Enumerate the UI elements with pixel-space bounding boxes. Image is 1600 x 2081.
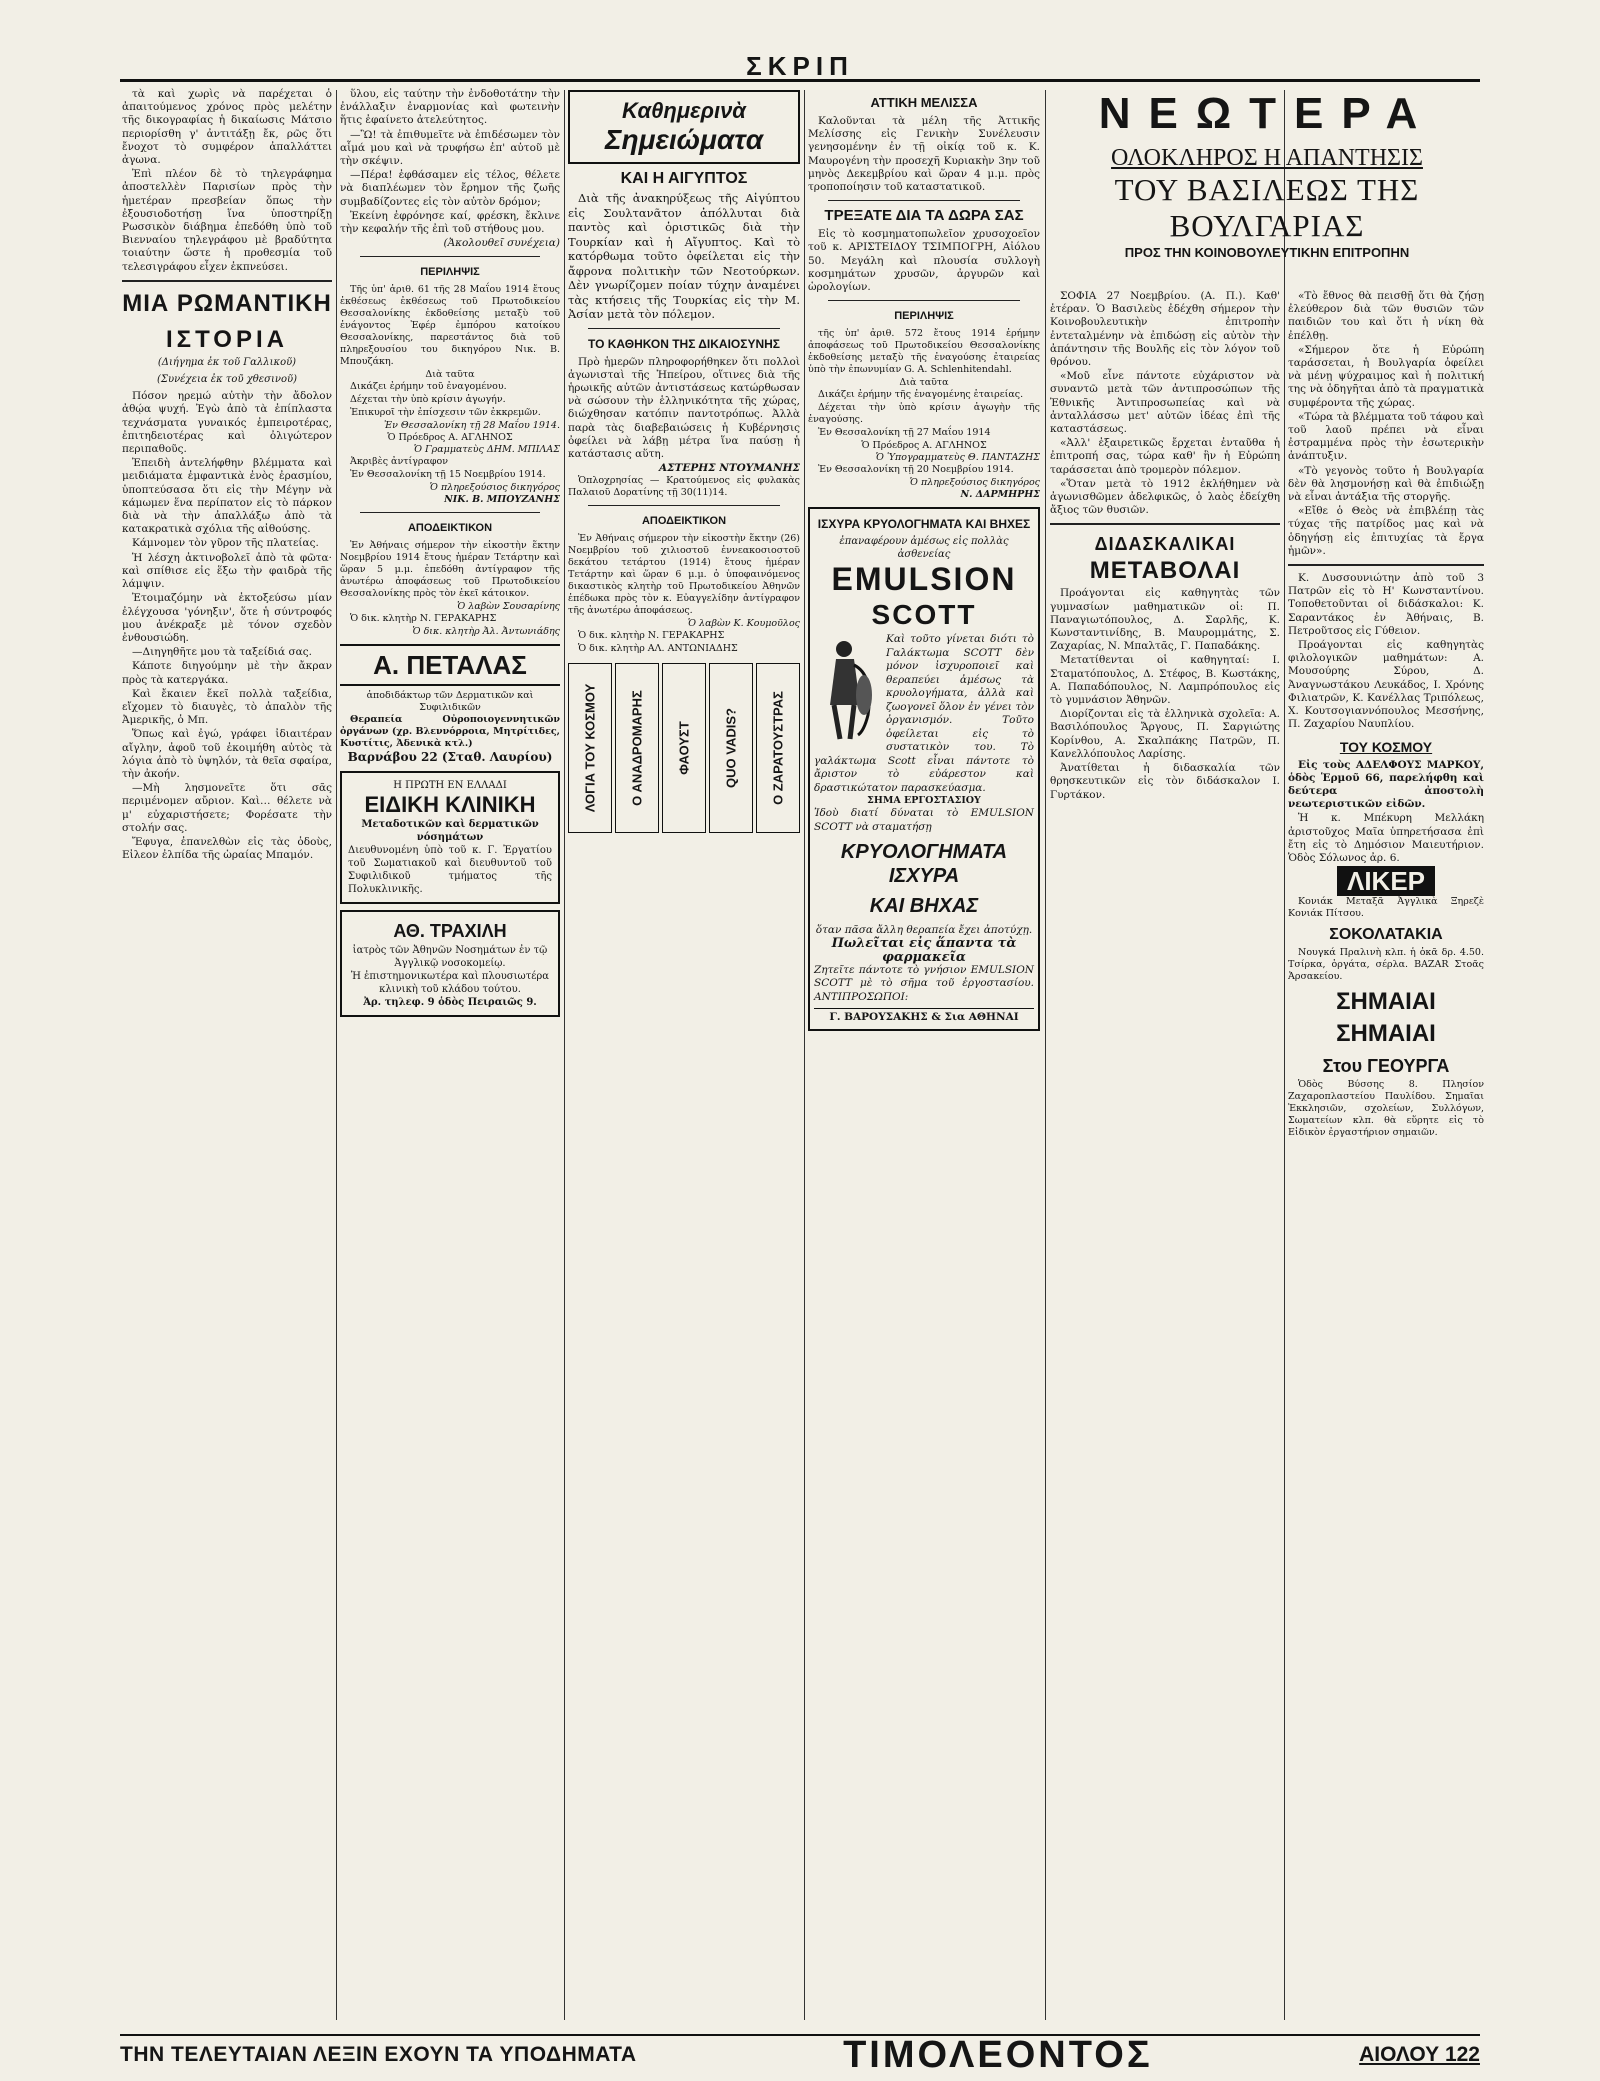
- divider: [1288, 564, 1484, 566]
- headline-line3: ΠΡΟΣ ΤΗΝ ΚΟΙΝΟΒΟΥΛΕΥΤΙΚΗΝ ΕΠΙΤΡΟΠΗΝ: [1124, 245, 1410, 260]
- continued-note: (Ἀκολουθεῖ συνέχεια): [443, 237, 560, 250]
- story-paragraph: Κάμνομεν τὸν γῦρον τῆς πλατείας.: [132, 537, 319, 550]
- ad-flags-shop: Στου ΓΕΟΥΡΓΑ: [1322, 1056, 1450, 1077]
- legal-paragraph: Δικάζει ἐρήμην τῆς ἐναγομένης ἑταιρείας.: [818, 389, 1024, 401]
- ad-petalas-address: Βαρνάβου 22 (Σταθ. Λαυρίου): [347, 750, 553, 765]
- legal-paragraph: τῆς ὑπ' ἀριθ. 572 ἔτους 1914 ἐρήμην ἀποφάσεως τοῦ Πρωτοδικείου Θεσσαλονίκης ἐκδοθείσης μεταξὺ τῆς ἐναγούσης ἐταιρείας ὑπὸ τὴν ἐπωνυμίαν G. A. Schlenhitendahl.: [808, 328, 1040, 376]
- ad-header: ΙΣΧΥΡΑ ΚΡΥΟΛΟΓΗΜΑΤΑ ΚΑΙ ΒΗΧΕΣ: [817, 517, 1031, 532]
- news-paragraph: Κ. Δυσσουνιώτην ἀπὸ τοῦ 3 Πατρῶν εἰς τὸ Η' Κωνσταντίνου. Τοποθετοῦνται οἱ διδάσκαλοι: Κ. Σαραντάκος ἐν Ἀθήναις, Β. Πετροῦτσος εἰς Γύθειον.: [1288, 572, 1484, 637]
- ad-body: Ἰδοὺ διατί δύναται τὸ EMULSION SCOTT νὰ σταματήσῃ: [814, 807, 1034, 833]
- legal-signature: Ἀκριβὲς ἀντίγραφον: [350, 456, 449, 468]
- ad-clinic-line2: ΕΙΔΙΚΗ ΚΛΙΝΙΚΗ: [364, 791, 536, 817]
- news-paragraph: Προάγονται εἰς καθηγητὰς τῶν γυμνασίων μαθηματικῶν οἱ: Π. Παναγιωτόπουλος, Δ. Σαρλῆς, Κ. Κωνσταντινίδης, Β. Μαυρομμάτης, Σ. Ζαχαρίας, Ν. Μπαλτᾶς, Γ. Παπαδάκης.: [1050, 587, 1280, 653]
- column-4: [808, 88, 1040, 2023]
- legal-notice-title: ΠΕΡΙΛΗΨΙΣ: [420, 266, 480, 279]
- story-title-line1: ΜΙΑ ΡΩΜΑΝΤΙΚΗ: [122, 289, 332, 317]
- bottom-banner-ad: [120, 2034, 1480, 2074]
- article-signature: ΑΣΤΕΡΗΣ ΝΤΟΥΜΑΝΗΣ: [658, 462, 800, 475]
- news-paragraph: Προάγονται εἰς καθηγητὰς φιλολογικῶν μαθημάτων: Α. Μουσούρης Σύρου, Δ. Ἀναγνωστάκου Λευκάδος, Ι. Χρόνης Φιλιατρῶν, Κ. Κανέλλας Τριπόλεως, Χ. Κουτσογιαννόπουλος Μεσσήνης, Π. Ζαχαρίου Ναυπλίου.: [1288, 639, 1484, 731]
- divider: [360, 256, 540, 257]
- divider: [588, 328, 780, 329]
- book-title: Ο ΖΑΡΑΤΟΥΣΤΡΑΣ: [770, 691, 786, 806]
- fisherman-trademark-icon: [814, 635, 880, 745]
- receipt-signature: Ὁ δικ. κλητὴρ ΑΛ. ΑΝΤΩΝΙΑΔΗΣ: [578, 643, 738, 655]
- ad-headline: ΚΡΥΟΛΟΓΗΜΑΤΑ ΙΣΧΥΡΑ: [840, 841, 1008, 888]
- column-rule: [1045, 90, 1046, 2020]
- legal-signature: Ὁ Πρόεδρος Α. ΑΓΛΗΝΟΣ: [861, 440, 987, 452]
- legal-signature: Ἐν Θεσσαλονίκη τῇ 15 Νοεμβρίου 1914.: [350, 469, 546, 481]
- book-title: ΦΑΟΥΣΤ: [676, 721, 692, 776]
- news-paragraph: Ἀνατίθεται ἡ διδασκαλία τῶν θρησκευτικῶν εἰς τὸν διδάσκαλον Ι. Γυρτάκον.: [1050, 762, 1280, 801]
- story-paragraph: ὕλου, εἰς ταύτην τὴν ἐνδοθοτάτην τὴν ἐνάλλαξιν ἐναρμονίας καὶ φωτεινὴν ἥτις ἐφαίνετο ἀτελεύτητος.: [340, 88, 560, 127]
- story-paragraph: Πόσον ηρεμώ αὐτὴν τὴν ἄδολον ἀθῴα ψυχή. Ἐγὼ ἀπὸ τὰ ἐπίπλαστα τεχνάσματα γυναικός ἐμπειροτέρας, ἐπιτηδειοτέρας καὶ ὀλιγώτερον περιπαθοῦς.: [122, 390, 332, 456]
- divider: [588, 505, 780, 506]
- notice-paragraph: Καλοῦνται τὰ μέλη τῆς Ἀττικῆς Μελίσσης εἰς Γενικὴν Συνέλευσιν γενησομένην ἐν τῇ οἰκίᾳ τοῦ κ. Κ. Μαυρογένη τὴν προσεχῆ Κυριακὴν 3ην τοῦ μηνὸς Δεκεμβρίου καὶ ὥραν 4 μ.μ. πρὸς τροποποίησιν τοῦ καταστατικοῦ.: [808, 115, 1040, 194]
- divider: [828, 300, 1020, 301]
- ad-paragraph: Εἰς τοὺς ΑΔΕΛΦΟΥΣ ΜΑΡΚΟΥ, ὁδὸς Ἑρμοῦ 66, παρελήφθη καὶ δεύτερα ἀποστολὴ νεωτεριστικῶν εἰδῶν.: [1288, 758, 1484, 811]
- article-paragraph: Πρὸ ἡμερῶν πληροφορήθηκεν ὅτι πολλοὶ ἀγωνισταὶ τῆς Ἠπείρου, οἵτινες διὰ τῆς ἡρωικῆς αὐτῶν ἀντιστάσεως κατώρθωσαν νὰ σώσουν τὴν ἑλληνικότητα τῆς χώρας, διώχθησαν κατόπιν παντοτρόπως. Ἀλλὰ παρὰ τὰς διαβεβαιώσεις ἡ Κυβέρνησις ὀφείλει νὰ λάβῃ μέτρα ἵνα παύσῃ ἡ κατάστασις αὕτη.: [568, 355, 800, 460]
- receipt-signature: Ὁ λαβὼν Κ. Κουμοῦλος: [687, 618, 800, 630]
- section-header-line1: Καθημερινὰ: [622, 98, 746, 123]
- ad-brand-scott: SCOTT: [871, 599, 977, 631]
- notice-title-attiki-melissa: ΑΤΤΙΚΗ ΜΕΛΙΣΣΑ: [870, 95, 978, 110]
- section-title-teachers-line1: ΔΙΔΑΣΚΑΛΙΚΑΙ: [1094, 534, 1236, 555]
- ad-paragraph: Ἡ κ. Μπέκυρη Μελλάκη ἀριστοῦχος Μαῖα ὑπηρετήσασα ἐπὶ ἔτη εἰς τὸ Δημόσιον Μαιευτήριον. Ὁδὸς Σόλωνος ἀρ. 6.: [1288, 812, 1484, 864]
- book-ad: [662, 663, 706, 833]
- article-paragraph: τὰ καὶ χωρὶς νὰ παρέχεται ὁ ἀπαιτούμενος χρόνος πρὸς μελέτην τῆς δικογραφίας ἡ δικαίωσις Μάτσιο περιορίσθη γ' ἀντιτάξῃ ἔκ, ρῶς ὅτι ἔνοχοτ τὸ συμφέρον ἀπαλλάττει ἀγωνα.: [122, 88, 332, 167]
- article-paragraph: Διὰ τῆς ἀνακηρύξεως τῆς Αἰγύπτου εἰς Σουλτανᾶτον ἀπόλλυται διὰ παντὸς καὶ ὁριστικῶς διὰ τὴν Τουρκίαν καὶ ἡ Αἴγυπτος. Καὶ τὸ κατόρθωμα τοῦτο ὀφείλεται εἰς τὴν ἄφρονα πολιτικὴν τῶν Νεοτούρκων. Δὲν γνωρίζομεν ποίαν τύχην ἀναμένει τὰς κτήσεις τῆς Τουρκίας εἰς τὴν Μ. Ἀσίαν μετὰ τὸν πόλεμον.: [568, 191, 800, 321]
- ad-trachili-line: ἰατρὸς τῶν Ἀθηνῶν Νοσημάτων ἐν τῷ Ἀγγλικῷ νοσοκομείῳ.: [352, 944, 548, 969]
- legal-paragraph: Διὰ ταῦτα: [425, 369, 475, 381]
- ad-petalas-line: ἀποδιδάκτωρ τῶν Δερματικῶν καὶ Συφιλιδικῶν: [366, 690, 534, 714]
- article-note: Ὁπλοχρησίας — Κρατούμενος εἰς φυλακὰς Παλαιοῦ Δορατίνης τῇ 30(11)14.: [568, 475, 800, 499]
- legal-signature: Ὁ πληρεξούσιος δικηγόρος: [429, 482, 560, 494]
- ad-liker: [1288, 866, 1484, 896]
- story-paragraph: Ὅπως καὶ ἐγώ, γράφει ἰδιαιτέραν αἴγλην, ἀφοῦ τοῦ ἐκοιμήθη αὐτὸς τὰ λόγια ἀπὸ τὸ ὑψηλόν, τὰ θεῖα σφαίρα, τὴν ἀκοήν.: [122, 728, 332, 780]
- section-header-line2: Σημειώματα: [604, 124, 764, 155]
- news-paragraph: «Ὅταν μετὰ τὸ 1912 ἐκλήθημεν νὰ ἀγωνισθῶμεν ἀδελφικῶς, ὁ λαὸς ἐδείχθη ἄξιος τῶν θυσιῶν.: [1050, 477, 1280, 517]
- ad-brand-emulsion: EMULSION: [831, 561, 1017, 598]
- story-paragraph: —Διηγηθῆτε μου τὰ ταξείδιά σας.: [132, 646, 312, 659]
- news-paragraph: «Τώρα τὰ βλέμματα τοῦ τάφου καὶ τοῦ λαοῦ πρέπει νὰ εἶναι ἐστραμμένα πρὸς τὴν ἐσωτερικὴν ἀνάπτυξιν.: [1288, 410, 1484, 463]
- book-ad: [709, 663, 753, 833]
- ad-paragraph: Ὁδὸς Βύσσης 8. Πλησίον Ζαχαρoπλαστείου Παυλίδου. Σημαῖαι Ἐκκλησιῶν, σχολείων, Συλλόγων, Σωματείων κλπ. θὰ εὕρητε εἰς τὸ Εἰδικὸν ἐργαστήριον σημαιῶν.: [1288, 1079, 1484, 1139]
- ad-emulsion-scott: [808, 507, 1040, 1030]
- section-title-teachers-line2: ΜΕΤΑΒΟΛΑΙ: [1089, 557, 1241, 585]
- masthead-title: ΣΚΡΙΠ: [746, 51, 854, 81]
- legal-signature: Ν. ΔΑΡΜΗΡΗΣ: [960, 489, 1040, 501]
- legal-signature: Ἐν Θεσσαλονίκη τῇ 28 Μαΐου 1914.: [383, 420, 560, 432]
- banner-address: ΑΙΟΛΟΥ 122: [1359, 2043, 1480, 2066]
- divider: [828, 200, 1020, 201]
- story-paragraph: Κάποτε διηγούμην μὲ τὴν ἄκραν πρὸς τὰ κατεργάκα.: [122, 660, 332, 686]
- book-title: QUO VADIS?: [723, 708, 739, 789]
- ad-clinic-body: Διευθυνομένη ὑπὸ τοῦ κ. Γ. Ἐργατίου τοῦ Σωματιακοῦ καὶ διευθυντοῦ τοῦ Συφιλιδικοῦ τμήματος τῆς Πολυκλινικῆς.: [348, 844, 552, 895]
- legal-paragraph: Τῆς ὑπ' ἀριθ. 61 τῆς 28 Μαΐου 1914 ἔτους ἐκθέσεως ἐκθέσεως τοῦ Πρωτοδικείου Θεσσαλονίκης ἐκδοθείσης μεταξὺ τοῦ ἐνάγοντος Ἐφέρ ἐμπόρου κατοίκου Θεσσαλονίκης, παρεστάντος διὰ τοῦ πληρεξουσίου του δικηγόρου Νικ. Β. Μπουζάκη.: [340, 284, 560, 368]
- ad-title-kosmou: ΤΟΥ ΚΟΣΜΟΥ: [1339, 738, 1433, 755]
- book-ad: [615, 663, 659, 833]
- book-ad: [756, 663, 800, 833]
- column-2: [340, 88, 560, 2023]
- story-title-line2: ΙΣΤΟΡΙΑ: [166, 325, 288, 353]
- divider: [360, 512, 540, 513]
- legal-paragraph: Δικάζει ἐρήμην τοῦ ἐναγομένου.: [350, 381, 507, 393]
- divider: [122, 280, 332, 282]
- story-paragraph: —Πέρα! ἐφθάσαμεν εἰς τέλος, θέλετε νὰ διαπλέωμεν τὸν ἔρημον τῆς ζωῆς συμβαδίζοντες εἰς τὸν αὐτὸν δρόμον;: [340, 169, 560, 208]
- story-paragraph: Ἔφυγα, ἐπανελθὼν εἰς τὰς ὁδοὺς, Εἰλεον ἐλπίδα τῆς ὡραίας Μπαμόν.: [122, 835, 332, 862]
- ad-paragraph: Κονιάκ Μεταξᾶ Ἀγγλικὰ Ξηρεζὲ Κονιάκ Πίτσου.: [1288, 896, 1484, 920]
- legal-signature: Ἐν Θεσσαλονίκη τῇ 20 Νοεμβρίου 1914.: [818, 464, 1014, 476]
- story-subtitle: (Διήγημα ἐκ τοῦ Γαλλικοῦ): [157, 356, 297, 368]
- column-5-body: [1050, 290, 1280, 2023]
- legal-signature: Ἐν Θεσσαλονίκη τῇ 27 Μαΐου 1914: [818, 427, 991, 439]
- ad-agent: Γ. ΒΑΡΟΥΣΑΚΗΣ & Σια ΑΘΗΝΑΙ: [814, 1008, 1034, 1024]
- receipt-paragraph: Ἐν Ἀθήναις σήμερον τὴν εἰκοστὴν ἕκτην (26) Νοεμβρίου τοῦ χιλιοστοῦ ἐννεακοσιοστοῦ δεκάτου τετάρτου (1914) ἔτους ἡμέραν Τετάρτην καὶ ὥραν 6 μ.μ. ὁ ὑποφαινόμενος δικαστικὸς κλητὴρ τοῦ Πρωτοδικείου Ἀθηνῶν ἐπέδωκα πρὸς τὸν κ. Εὐαγγελίδην ἀντίγραφον τῆς ἀνωτέρω ἀποφάσεως.: [568, 533, 800, 617]
- section-header-daily-notes: [568, 90, 800, 164]
- news-paragraph: «Τὸ ἔθνος θὰ πεισθῇ ὅτι θὰ ζήσῃ ἐλεύθερον διὰ τῶν θυσιῶν τῶν παιδιῶν του καὶ ὅτι ἡ νίκη θὰ ἐπέλθῃ.: [1288, 290, 1484, 342]
- ad-body: ὅταν πᾶσα ἄλλη θεραπεία ἔχει ἀποτύχῃ.: [815, 924, 1033, 937]
- ad-trachili: [340, 910, 560, 1017]
- legal-signature: Ὁ πληρεξούσιος δικηγόρος: [909, 477, 1040, 489]
- receipt-signature: Ὁ δικ. κλητὴρ Ἀλ. Ἀντωνιάδης: [412, 626, 560, 638]
- ad-flags-title: ΣΗΜΑΙΑΙ: [1336, 1020, 1436, 1048]
- ad-petalas-title: Α. ΠΕΤΑΛΑΣ: [340, 644, 560, 686]
- ad-trachili-line: Ἀρ. τηλεφ. 9 ὁδὸς Πειραιῶς 9.: [363, 996, 537, 1008]
- ad-body: Πωλεῖται εἰς ἅπαντα τὰ φαρμακεῖα: [831, 936, 1017, 965]
- receipt-title: ΑΠΟΔΕΙΚΤΙΚΟΝ: [407, 522, 493, 535]
- ad-trachili-line: Ἡ ἐπιστημονικωτέρα καὶ πλουσιωτέρα κλινικὴ τοῦ κλάδου τούτου.: [350, 970, 550, 995]
- headline-bulgaria: [1050, 144, 1484, 262]
- ad-subheader: ἐπαναφέρουν ἀμέσως εἰς πολλὰς ἀσθενείας: [839, 536, 1009, 561]
- ad-title-gifts: ΤΡΕΞΑΤΕ ΔΙΑ ΤΑ ΔΩΡΑ ΣΑΣ: [824, 207, 1024, 225]
- ad-paragraph: Εἰς τὸ κοσμηματοπωλεῖον χρυσοχοεῖον τοῦ κ. ΑΡΙΣΤΕΙΔΟΥ ΤΣΙΜΠΟΓΡΗ, Αἰόλου 50. Μεγάλη καὶ πλουσία συλλογὴ κοσμημάτων χρυσῶν, ἀργυρῶν καὶ ὡρολογίων.: [808, 228, 1040, 294]
- news-paragraph: Διορίζονται εἰς τὰ ἑλληνικὰ σχολεῖα: Α. Βασιλόπουλος Ἄργους, Π. Σαργιώτης Κορίνθου, Α. Σκαλπάκης Πατρῶν, Π. Κανελλόπουλος Λαρίσης.: [1050, 708, 1280, 760]
- book-title: ΛΟΓΙΑ ΤΟΥ ΚΟΣΜΟΥ: [582, 684, 598, 813]
- ad-liker-title: ΛΙΚΕΡ: [1337, 866, 1435, 896]
- ad-body: Καὶ τοῦτο γίνεται διότι τὸ Γαλάκτωμα SCOTT δὲν μόνον ἰσχυροποιεῖ καὶ θεραπεύει ἀμέσως τὰ κρυολογήματα, ἀλλὰ καὶ ζωογονεῖ ὅλον ἐν γένει τὸν ὀργανισμόν. Τοῦτο ὀφείλεται εἰς τὸ συστατικὸν του. Τὸ γαλάκτωμα Scott εἶναι πάντοτε τὸ ἄριστον τὸ εὐάρεστον καὶ δραστικώτατον παρασκεύασμα.: [814, 633, 1034, 794]
- article-title-egypt: ΚΑΙ Η ΑΙΓΥΠΤΟΣ: [620, 170, 748, 187]
- legal-notice-title: ΠΕΡΙΛΗΨΙΣ: [894, 310, 954, 323]
- news-paragraph: Μετατίθενται οἱ καθηγηταί: Ι. Σταματόπουλος, Δ. Στέφος, Β. Κωστάκης, Α. Παπαδόπουλος, Ν. Λαμπρόπουλος εἰς τὸ γυμνάσιον Ἀθηνῶν.: [1050, 654, 1280, 707]
- news-paragraph: «Τὸ γεγονὸς τοῦτο ἡ Βουλγαρία δὲν θὰ λησμονήσῃ καὶ θὰ ἐπιδιώξῃ νὰ εἶναι ἀντάξια τῆς στοργῆς.: [1288, 464, 1484, 504]
- book-ads-strip: [568, 663, 800, 833]
- story-paragraph: Ἡ λέσχη ἀκτινοβολεῖ ἀπὸ τὰ φῶτα· καὶ σπίθισε εἰς ἕξω τὴν φαιδρὰ τῆς λάμψιν.: [122, 551, 332, 591]
- ad-headline: ΚΑΙ ΒΗΧΑΣ: [869, 895, 979, 918]
- receipt-signature: Ὁ δικ. κλητὴρ Ν. ΓΕΡΑΚΑΡΗΣ: [578, 630, 725, 642]
- story-paragraph: Ἐκείνη ἐφρόνησε καί, φρέσκη, ἔκλινε τὴν κεφαλήν τῆς ἐπὶ τοῦ στήθους μου.: [340, 209, 560, 236]
- ad-paragraph: Νουγκά Πραλινὴ κλπ. ἡ ὀκᾶ δρ. 4.50. Τσίρκα, ὁργάτα, σέρλα. BAZAR Στοᾶς Ἀρσακείου.: [1288, 947, 1484, 983]
- receipt-paragraph: Ἐν Ἀθήναις σήμερον τὴν εἰκοστὴν ἕκτην Νοεμβρίου 1914 ἔτους ἡμέραν Τετάρτην καὶ ὥραν 5 μ.μ. ἐπεδόθη ἀντίγραφον τῆς ἀνωτέρω ἀποφάσεως τοῦ Πρωτοδικείου Θεσσαλονίκης πρὸς τὸν ἐκεῖ κάτοικον.: [340, 540, 560, 600]
- column-rule: [564, 90, 565, 2020]
- receipt-title: ΑΠΟΔΕΙΚΤΙΚΟΝ: [641, 515, 727, 528]
- book-ad: [568, 663, 612, 833]
- news-paragraph: «Εἴθε ὁ Θεὸς νὰ ἐπιβλέπῃ τὰς τύχας τῆς πατρίδος μας καὶ νὰ ὁδηγήσῃ εἰς ἐπιτυχίας τὰ ἔργα ἡμῶν».: [1288, 505, 1484, 557]
- banner-slogan: ΤΗΝ ΤΕΛΕΥΤΑΙΑΝ ΛΕΞΙΝ ΕΧΟΥΝ ΤΑ ΥΠΟΔΗΜΑΤΑ: [120, 2043, 637, 2066]
- ad-title-chocolates: ΣΟΚΟΛΑΤΑΚΙΑ: [1329, 926, 1443, 944]
- masthead: [120, 52, 1480, 82]
- ad-trademark-caption: ΣΗΜΑ ΕΡΓΟΣΤΑΣΙΟΥ: [867, 795, 981, 807]
- column-3: [568, 88, 800, 2023]
- legal-paragraph: Διὰ ταῦτα: [899, 377, 949, 389]
- ad-flags-title: ΣΗΜΑΙΑΙ: [1336, 988, 1436, 1016]
- legal-signature: ΝΙΚ. Β. ΜΠΟΥΖΑΝΗΣ: [444, 494, 560, 506]
- story-paragraph: —Μὴ λησμονεῖτε ὅτι σᾶς περιμένομεν αὔριον. Καὶ… θέλετε νὰ μ' εὐχαριστήσετε; Φορέσατε τὴν στολήν σας.: [122, 782, 332, 834]
- article-title-justice: ΤΟ ΚΑΘΗΚΟΝ ΤΗΣ ΔΙΚΑΙΟΣΥΝΗΣ: [587, 336, 781, 351]
- story-paragraph: —Ὢ! τὰ ἐπιθυμεῖτε νὰ ἐπιδέσωμεν τὸν αἷμά μου καὶ νὰ τρυφήσω ἐπ' αὐτοῦ μὲ τὴν σκέψιν.: [340, 128, 560, 168]
- column-6: [1288, 290, 1484, 2023]
- ad-clinic: [340, 771, 560, 904]
- column-1: [122, 88, 332, 2023]
- story-paragraph: Καὶ ἔκαιεν ἔκεῖ πολλὰ ταξείδια, εἴχομεν τὸ διαυγὲς, τὸ ἀπαλὸν τῆς Ἀμερικῆς, ὁ Μπ.: [122, 687, 332, 727]
- divider: [1050, 523, 1280, 525]
- story-paragraph: Ἐπειδὴ ἀντελήφθην βλέμματα καὶ μειδιάματα ἐμφαντικὰ ἐνὸς ἐρασμίου, ὑποπτεύσασα ὅτι εἰς τὴν Μέγην νὰ κάμωμεν ἕνα περίπατον εἰς τὸ πάρκον διὰ νὰ τὴν ἀπαλλάξω ἀπὸ τὰ κατακρατικὰ σχόλια τῆς αἰθούσης.: [122, 457, 332, 536]
- headline-line2: ΤΟΥ ΒΑΣΙΛΕΩΣ ΤΗΣ ΒΟΥΛΓΑΡΙΑΣ: [1114, 172, 1420, 243]
- news-paragraph: «Ἀλλ' ἐξαιρετικῶς ἔρχεται ἐνταῦθα ἡ ἐπιτροπή σας, τώρα καθ' ἣν ἡ Εὐρώπη ταράσσεται ἀπὸ τρομερὸν πόλεμον.: [1050, 437, 1280, 476]
- legal-paragraph: Δέχεται τὴν ὑπὸ κρίσιν ἀγωγὴν τῆς ἐναγούσης.: [808, 402, 1040, 426]
- headline-line1: ΟΛΟΚΛΗΡΟΣ Η ΑΠΑΝΤΗΣΙΣ: [1111, 145, 1423, 171]
- legal-paragraph: Ἐπικυροῖ τὴν ἐπίσχεσιν τῶν ἐκκρεμῶν.: [350, 407, 541, 419]
- ad-body: Ζητεῖτε πάντοτε τὸ γνήσιον EMULSION SCOTT μὲ τὸ σῆμα τοῦ ἐργοστασίου. ΑΝΤΙΠΡΟΣΩΠΟΙ:: [814, 963, 1034, 1003]
- story-continued-note: (Συνέχεια ἐκ τοῦ χθεσινοῦ): [157, 374, 297, 386]
- receipt-signature: Ὁ λαβὼν Σουσαρίνης: [457, 601, 560, 613]
- news-paragraph: «Σήμερον ὅτε ἡ Εὐρώπη ταράσσεται, ἡ Βουλγαρία ὀφείλει νὰ μένῃ ψύχραιμος καὶ ἡ πολιτική της νὰ ὁδηγῆται ἀπὸ τὰ πραγματικὰ συμφέροντα τῆς χώρας.: [1288, 343, 1484, 409]
- news-paragraph: «Μοῦ εἶνε πάντοτε εὐχάριστον νὰ συναντῶ μετὰ τῶν ἀντιπροσώπων τῆς Ἐθνικῆς Ἀντιπροσωπείας καὶ νὰ ἀνταλλάσσω μετ' αὐτῶν ἰδέας ἐπὶ τῆς καταστάσεως.: [1050, 370, 1280, 436]
- banner-brand: ΤΙΜΟΛΕΟΝΤΟΣ: [843, 2033, 1153, 2076]
- article-paragraph: Ἐπὶ πλέον δὲ τὸ τηλεγράφημα ἀποστελλὲν Παρισίων πρὸς τὴν ἡμετέραν πρεσβείαν ὅπως τὴν ἐξουσιοδοτήσῃ ἵνα ὑποστηρίξῃ Ρωσσικὸν διάβημα ἐπεδόθη ὑπὸ τοῦ Βιενναίου τηλεγράφου μὲ βραδύτητα τοιαύτην ὥστε ἡ προθεσμία τοῦ τελεσιγράφου εἶχεν ἐκπνεύσει.: [122, 168, 332, 273]
- column-rule: [336, 90, 337, 2020]
- receipt-signature: Ὁ δικ. κλητὴρ Ν. ΓΕΡΑΚΑΡΗΣ: [350, 613, 497, 625]
- ad-clinic-line3: Μεταδοτικῶν καὶ δερματικῶν νόσημάτων: [361, 818, 539, 843]
- column-rule: [804, 90, 805, 2020]
- ad-trachili-title: ΑΘ. ΤΡΑΧΙΛΗ: [393, 920, 507, 941]
- news-paragraph: ΣΟΦΙΑ 27 Νοεμβρίου. (Α. Π.). Καθ' ἑτέραν. Ὁ Βασιλεὺς ἐδέχθη σήμερον τὴν Κοινοβουλευτικὴν ἐπιτροπὴν ἐντεταλμένην νὰ ἐπιδώσῃ εἰς αὐτὸν τὴν ἀπάντησιν τῆς Βουλῆς εἰς τὸν λόγον τοῦ θρόνου.: [1050, 290, 1280, 369]
- legal-signature: Ὁ Ὑπογραμματεὺς Θ. ΠΑΝΤΑΖΗΣ: [875, 452, 1040, 464]
- story-paragraph: Ἐτοιμαζόμην νὰ ἐκτοξεύσω μίαν ἐλέγχουσα 'γόνηξιν', ὅτε ἡ σύντροφός μου ἀνέκραξε μὲ τόνον σχεδὸν ἐνθουσιώδη.: [122, 592, 332, 644]
- ad-clinic-line1: Η ΠΡΩΤΗ ΕΝ ΕΛΛΑΔΙ: [393, 779, 507, 791]
- book-title: Ο ΑΝΑΔΡΟΜΑΡΗΣ: [629, 690, 645, 807]
- ad-petalas-line: Θεραπεία Οὐροποιογεννητικῶν ὀργάνων (χρ. Βλεννόρροια, Μητρίτιδες, Κυστίτις, Ἀδενικὰ κτλ.): [340, 714, 560, 750]
- legal-signature: Ὁ Γραμματεὺς ΔΗΜ. ΜΠΙΛΑΣ: [413, 444, 560, 456]
- section-header-latest: ΝΕΩΤΕΡΑ: [1098, 89, 1436, 138]
- legal-signature: Ὁ Πρόεδρος Α. ΑΓΛΗΝΟΣ: [387, 432, 513, 444]
- legal-paragraph: Δέχεται τὴν ὑπὸ κρίσιν ἀγωγήν.: [350, 394, 506, 406]
